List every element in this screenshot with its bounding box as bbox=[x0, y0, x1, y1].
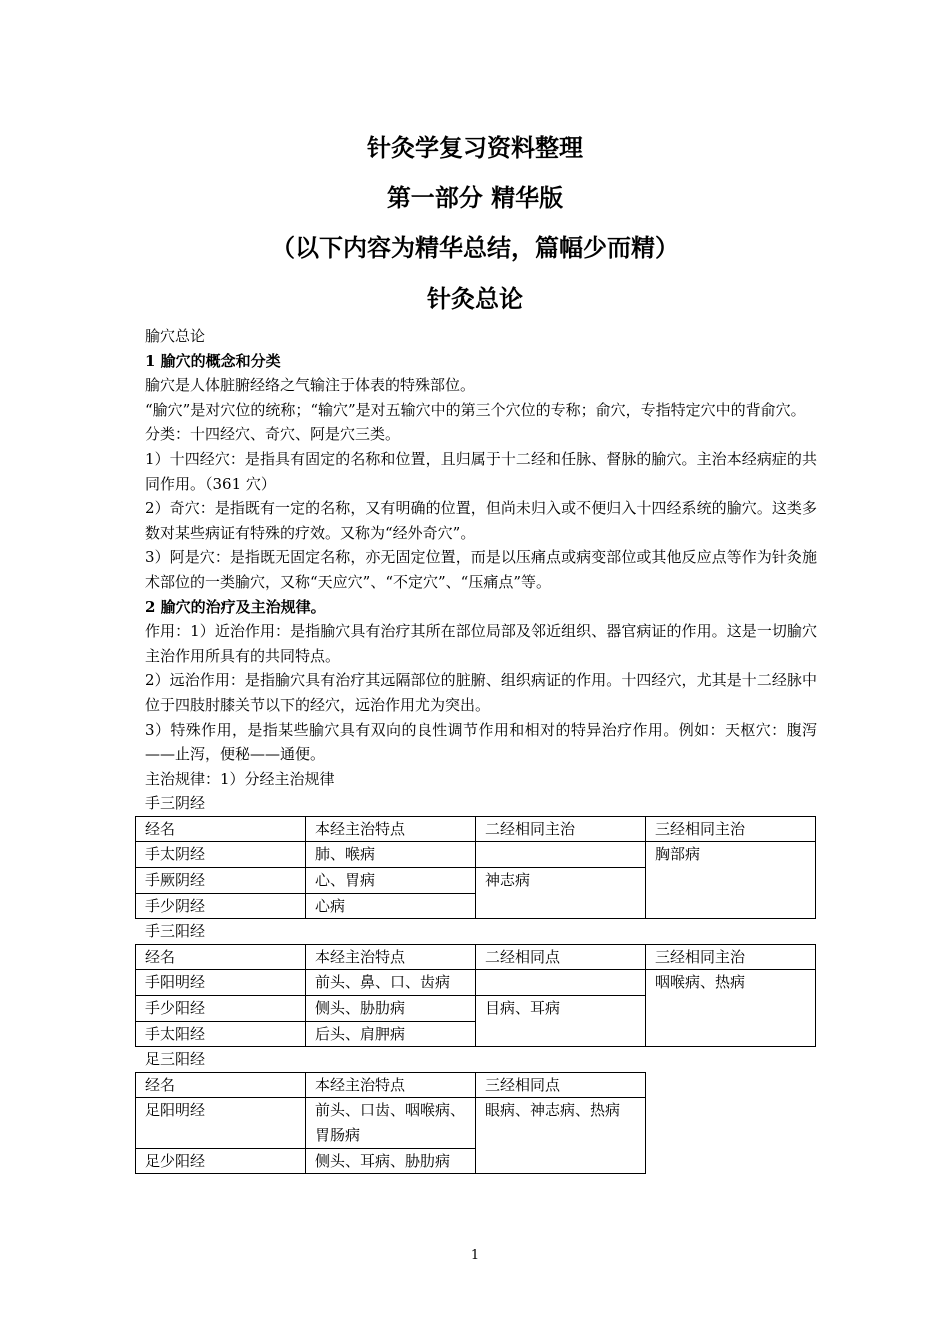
table-cell: 心病 bbox=[306, 893, 476, 919]
header-cell: 本经主治特点 bbox=[306, 944, 476, 970]
paragraph: 主治规律：1）分经主治规律 bbox=[145, 769, 335, 788]
table-header-row bbox=[136, 1072, 646, 1098]
page-number: 1 bbox=[470, 1248, 480, 1263]
paragraph: 3）阿是穴：是指既无固定名称，亦无固定位置，而是以压痛点或病变部位或其他反应点等作为针灸施术部位的一类腧穴，又称“天应穴”、“不定穴”、“压痛点”等。 bbox=[145, 548, 817, 591]
table-row bbox=[136, 970, 816, 996]
paragraph: 腧穴总论 bbox=[145, 327, 206, 345]
paragraph: 腧穴是人体脏腑经络之气输注于体表的特殊部位。 bbox=[145, 376, 476, 395]
part-note: （以下内容为精华总结，篇幅少而精） bbox=[271, 234, 679, 262]
part-title: 第一部分 精华版 bbox=[386, 184, 564, 212]
table-label: 手三阴经 bbox=[145, 794, 206, 813]
table-cell: 咽喉病、热病 bbox=[646, 970, 816, 1047]
header-cell: 三经相同点 bbox=[476, 1072, 646, 1098]
header-cell: 经名 bbox=[136, 1072, 306, 1098]
table-cell bbox=[476, 970, 646, 996]
table-row bbox=[136, 1098, 646, 1148]
table-foot-three-yang bbox=[135, 1072, 646, 1174]
table-header-row bbox=[136, 944, 816, 970]
paragraph: 3）特殊作用，是指某些腧穴具有双向的良性调节作用和相对的特异治疗作用。例如：天枢穴：腹泻——止泻，便秘——通便。 bbox=[145, 720, 817, 764]
table-cell: 心、胃病 bbox=[306, 868, 476, 894]
table-hand-three-yin bbox=[135, 816, 816, 919]
table-cell: 胸部病 bbox=[646, 842, 816, 919]
header-cell: 经名 bbox=[136, 944, 306, 970]
table-cell bbox=[476, 842, 646, 868]
header-cell: 二经相同点 bbox=[476, 944, 646, 970]
paragraph: 2）奇穴：是指既有一定的名称，又有明确的位置，但尚未归入或不便归入十四经系统的腧穴。这类多数对某些病证有特殊的疗效。又称为“经外奇穴”。 bbox=[145, 499, 817, 542]
table-label: 手三阳经 bbox=[145, 922, 206, 941]
header-cell: 本经主治特点 bbox=[306, 1072, 476, 1098]
table-cell: 侧头、胁肋病 bbox=[306, 996, 476, 1022]
table-cell: 肺、喉病 bbox=[306, 842, 476, 868]
table-cell: 手太阴经 bbox=[136, 842, 306, 868]
document-title: 针灸学复习资料整理 bbox=[367, 134, 583, 162]
table-cell: 神志病 bbox=[476, 868, 646, 919]
section-title: 针灸总论 bbox=[427, 285, 523, 313]
paragraph: 1）十四经穴：是指具有固定的名称和位置，且归属于十二经和任脉、督脉的腧穴。主治本经病症的共同作用。（361 穴） bbox=[145, 449, 817, 493]
table-hand-three-yang bbox=[135, 944, 816, 1047]
table-label: 足三阳经 bbox=[145, 1050, 206, 1069]
paragraph: 分类：十四经穴、奇穴、阿是穴三类。 bbox=[145, 425, 401, 444]
table-cell: 手少阳经 bbox=[136, 996, 306, 1022]
table-row bbox=[136, 842, 816, 868]
subheading: 1 腧穴的概念和分类 bbox=[145, 351, 281, 370]
paragraph: 2）远治作用：是指腧穴具有治疗其远隔部位的脏腑、组织病证的作用。十四经穴，尤其是十二经脉中位于四肢肘膝关节以下的经穴，远治作用尤为突出。 bbox=[145, 671, 817, 714]
document-body bbox=[145, 324, 817, 1174]
table-cell: 后头、肩胛病 bbox=[306, 1021, 476, 1047]
paragraph: 作用：1）近治作用：是指腧穴具有治疗其所在部位局部及邻近组织、器官病证的作用。这是一切腧穴主治作用所具有的共同特点。 bbox=[145, 622, 817, 665]
table-cell: 前头、口齿、咽喉病、胃肠病 bbox=[306, 1098, 476, 1148]
header-cell: 经名 bbox=[136, 816, 306, 842]
table-cell: 手厥阴经 bbox=[136, 868, 306, 894]
header-cell: 三经相同主治 bbox=[646, 816, 816, 842]
table-cell: 眼病、神志病、热病 bbox=[476, 1098, 646, 1174]
table-header-row bbox=[136, 816, 816, 842]
table-cell: 目病、耳病 bbox=[476, 996, 646, 1047]
table-cell: 前头、鼻、口、齿病 bbox=[306, 970, 476, 996]
table-cell: 侧头、耳病、胁肋病 bbox=[306, 1148, 476, 1174]
paragraph: “腧穴”是对穴位的统称；“输穴”是对五输穴中的第三个穴位的专称；俞穴，专指特定穴中的背俞穴。 bbox=[145, 400, 806, 419]
table-cell: 手少阴经 bbox=[136, 893, 306, 919]
subheading: 2 腧穴的治疗及主治规律。 bbox=[145, 597, 326, 616]
table-cell: 足阳明经 bbox=[136, 1098, 306, 1148]
header-cell: 本经主治特点 bbox=[306, 816, 476, 842]
table-cell: 手阳明经 bbox=[136, 970, 306, 996]
header-cell: 二经相同主治 bbox=[476, 816, 646, 842]
header-cell: 三经相同主治 bbox=[646, 944, 816, 970]
table-cell: 手太阳经 bbox=[136, 1021, 306, 1047]
table-cell: 足少阳经 bbox=[136, 1148, 306, 1174]
